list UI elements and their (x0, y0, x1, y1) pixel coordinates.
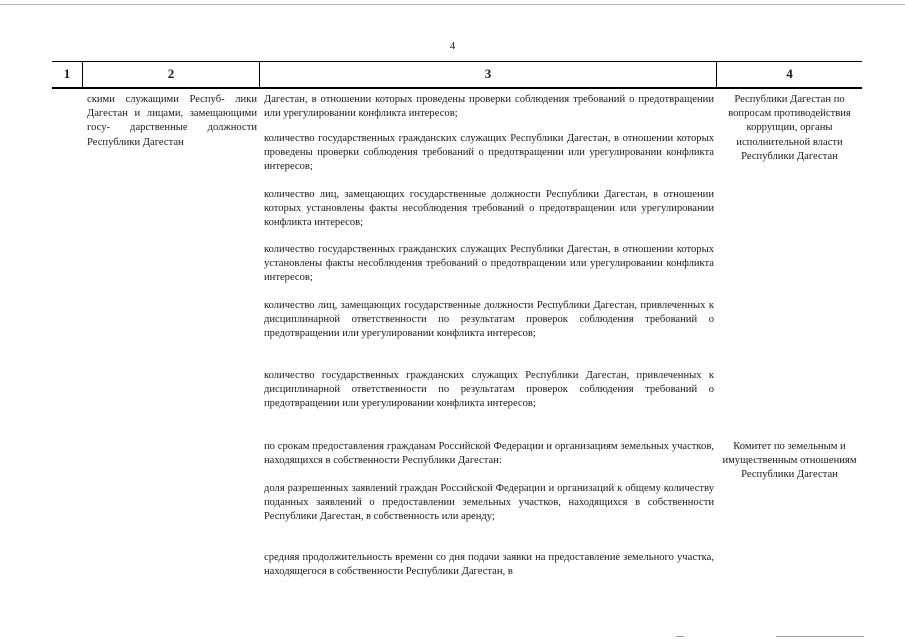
col3-paragraph-8: доля разрешенных заявлений граждан Российской Федерации и организаций к общему количеству поданных заявлений о предоставлении земельных участков, находящихся в собственности Республики Дагестан, в собственность или аренду; (264, 483, 714, 523)
table-header-top-rule (52, 61, 862, 62)
page-number: 4 (449, 40, 456, 52)
table-header-bottom-rule (52, 87, 862, 89)
col3-paragraph-1: Дагестан, в отношении которых проведены проверки соблюдения требований о предотвращении или урегулировании конфликта интересов; (264, 94, 714, 120)
col3-paragraph-4: количество государственных гражданских служащих Республики Дагестан, в отношении которых установлены факты несоблюдения требований о предотвращении или урегулировании конфликта интересов; (264, 244, 714, 284)
table-header-col-4: 4 (786, 66, 793, 81)
table-header-col-1: 1 (63, 66, 71, 81)
col3-paragraph-5: количество лиц, замещающих государственные должности Республики Дагестан, привлеченных к дисциплинарной ответственности по результатам проверок соблюдения требований о предотвращении или урегулировании конфликта интересов; (264, 300, 714, 340)
col4-responsible-1: Республики Дагестан по вопросам противодействия коррупции, органы исполнительной власти Республики Дагестан (728, 94, 851, 162)
col3-paragraph-7: по срокам предоставления гражданам Российской Федерации и организациям земельных участков, находящихся в собственности Республики Дагестан: (264, 441, 714, 467)
col3-paragraph-9: средняя продолжительность времени со дня подачи заявки на предоставление земельного участка, находящегося в собственности Республики Дагестан, в (264, 552, 714, 578)
col3-paragraph-2: количество государственных гражданских служащих Республики Дагестан, в отношении которых проведены проверки соблюдения требований о предотвращении или урегулировании конфликта интересов; (264, 133, 714, 173)
table-header-col-2: 2 (167, 66, 175, 81)
col4-responsible-2: Комитет по земельным и имущественным отношениям Республики Дагестан (722, 441, 857, 481)
bottom-scan-mark-2 (776, 636, 864, 637)
col3-paragraph-6: количество государственных гражданских служащих Республики Дагестан, привлеченных к дисциплинарной ответственности по результатам проверок соблюдения требований о предотвращении или урегулировании конфликта интересов; (264, 370, 714, 410)
bottom-scan-mark-1 (676, 636, 684, 637)
table-header-col-3: 3 (484, 66, 492, 81)
col3-paragraph-3: количество лиц, замещающих государственные должности Республики Дагестан, в отношении которых установлены факты несоблюдения требований о предотвращении или урегулировании конфликта интересов; (264, 189, 714, 229)
col2-text: скими служащими Респуб- лики Дагестан и лицами, замещающими госу- дарственные должности Республики Дагестан (87, 94, 257, 148)
top-rule (0, 4, 905, 5)
